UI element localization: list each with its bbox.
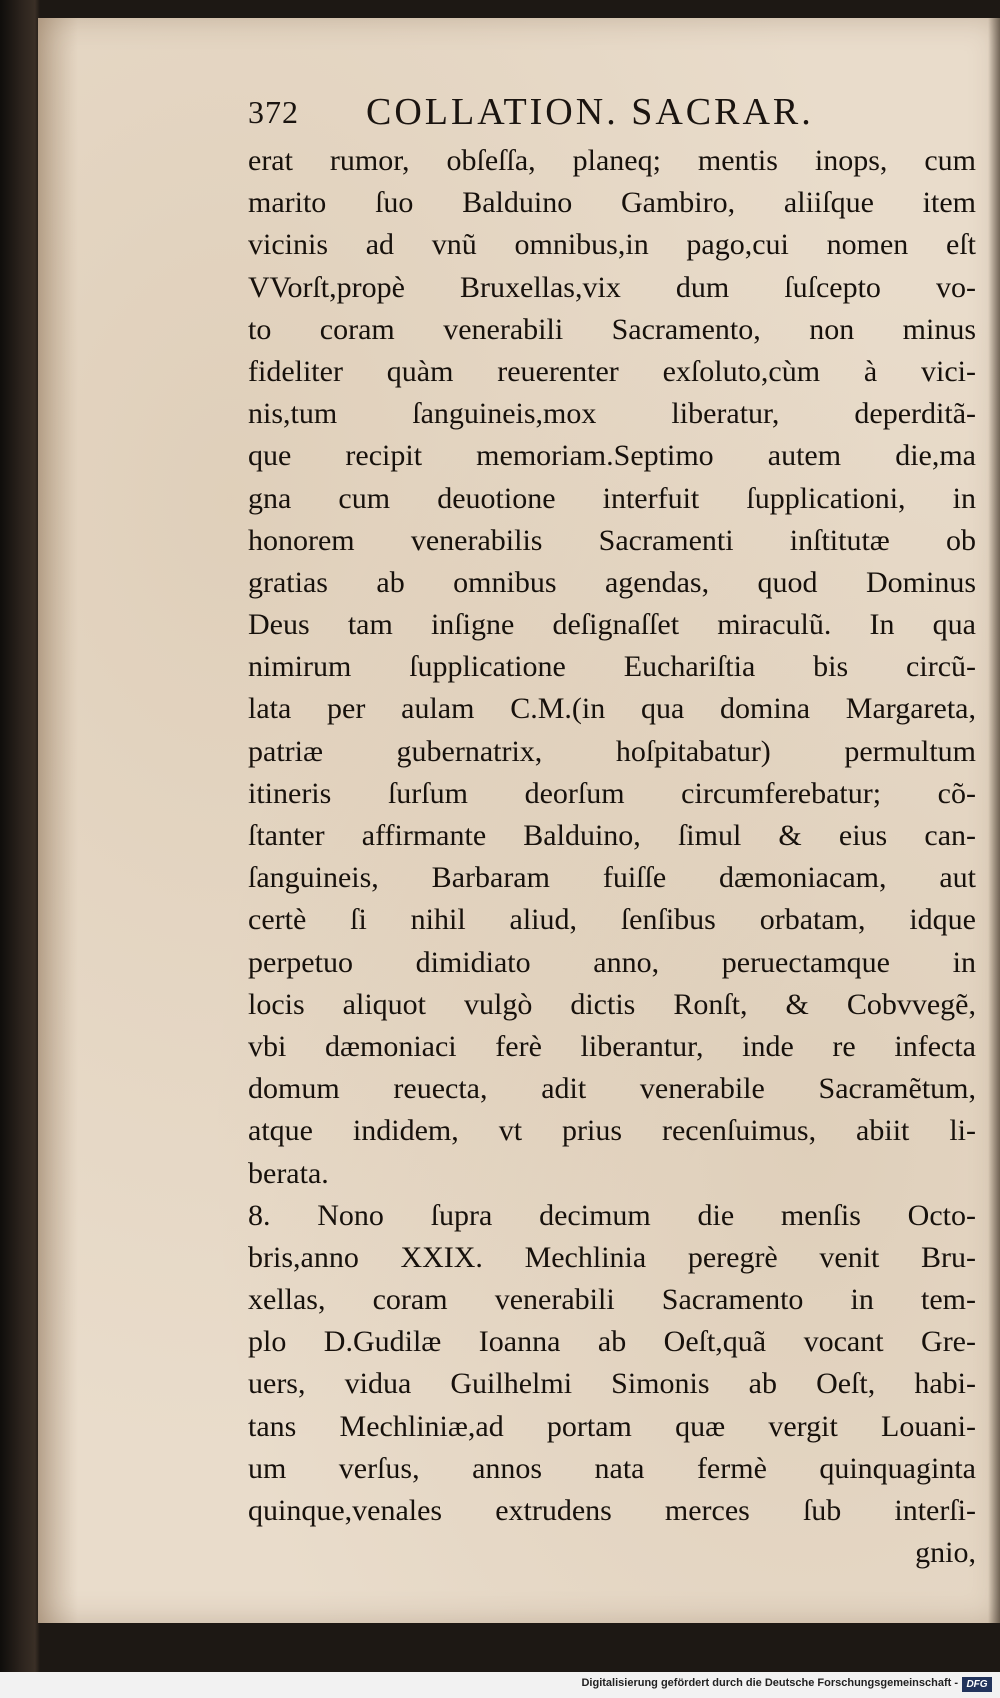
text-line: erat rumor, obſeſſa, planeq; mentis inops, cum (248, 144, 976, 177)
text-line: patriæ gubernatrix, hoſpitabatur) permultum (248, 734, 976, 768)
text-line: locis aliquot vulgò dictis Ronſt, & Cobvvegẽ, (248, 987, 976, 1021)
page-number: 372 (248, 94, 299, 130)
text-line: gnio, (915, 1536, 976, 1570)
text-line: fideliter quàm reuerenter exſoluto,cùm à vici- (248, 354, 976, 388)
body-text (248, 140, 976, 1574)
text-line: que recipit memoriam.Septimo autem die,ma (248, 439, 976, 473)
text-line: uers, vidua Guilhelmi Simonis ab Oeſt, habi- (248, 1367, 976, 1401)
text-line: quinque,venales extrudens merces ſub interſi- (248, 1494, 976, 1527)
text-line: berata. (248, 1156, 329, 1190)
funding-credit: Digitalisierung gefördert durch die Deutsche Forschungsgemeinschaft - (581, 1677, 958, 1689)
footer-bar (0, 1672, 1000, 1698)
text-line: xellas, coram venerabili Sacramento in tem- (248, 1283, 976, 1317)
text-line: certè ſi nihil aliud, ſenſibus orbatam, idque (248, 903, 976, 937)
page-header (248, 90, 948, 142)
text-line: honorem venerabilis Sacramenti inſtitutæ ob (248, 523, 976, 557)
text-line: ſanguineis, Barbaram fuiſſe dæmoniacam, aut (248, 861, 976, 895)
text-line: vbi dæmoniaci ferè liberantur, inde re infecta (248, 1029, 976, 1063)
text-line: nis,tum ſanguineis,mox liberatur, deperditã- (248, 397, 976, 431)
text-line: itineris ſurſum deorſum circumferebatur; cõ- (248, 776, 976, 810)
text-line: VVorſt,propè Bruxellas,vix dum ſuſcepto vo- (248, 270, 976, 304)
text-line: gna cum deuotione interfuit ſupplicationi, in (248, 481, 976, 515)
text-line: um verſus, annos nata fermè quinquaginta (248, 1451, 976, 1485)
text-line: ſtanter affirmante Balduino, ſimul & eius can- (248, 819, 976, 852)
text-line: to coram venerabili Sacramento, non minus (248, 312, 976, 346)
text-line: vicinis ad vnũ omnibus,in pago,cui nomen eſt (248, 228, 976, 262)
dfg-logo-icon: DFG (962, 1677, 992, 1692)
running-head: COLLATION. SACRAR. (366, 91, 814, 133)
text-line: nimirum ſupplicatione Euchariſtia bis circũ- (248, 650, 976, 684)
text-line: bris,anno XXIX. Mechlinia peregrè venit Bru- (248, 1240, 976, 1274)
text-line: Deus tam inſigne deſignaſſet miraculũ. In qua (248, 608, 976, 642)
text-line: atque indidem, vt prius recenſuimus, abiit li- (248, 1114, 976, 1148)
text-line: domum reuecta, adit venerabile Sacramẽtum, (248, 1072, 976, 1106)
text-line: perpetuo dimidiato anno, peruectamque in (248, 945, 976, 979)
text-line: 8. Nono ſupra decimum die menſis Octo- (248, 1198, 976, 1232)
text-line: plo D.Gudilæ Ioanna ab Oeſt,quã vocant Gre- (248, 1325, 976, 1359)
text-line: tans Mechliniæ,ad portam quæ vergit Louani- (248, 1409, 976, 1443)
page-edge-shadow (988, 18, 1000, 1623)
text-line: gratias ab omnibus agendas, quod Dominus (248, 565, 976, 599)
text-line: marito ſuo Balduino Gambiro, aliiſque item (248, 186, 976, 220)
text-line: lata per aulam C.M.(in qua domina Margareta, (248, 692, 976, 726)
